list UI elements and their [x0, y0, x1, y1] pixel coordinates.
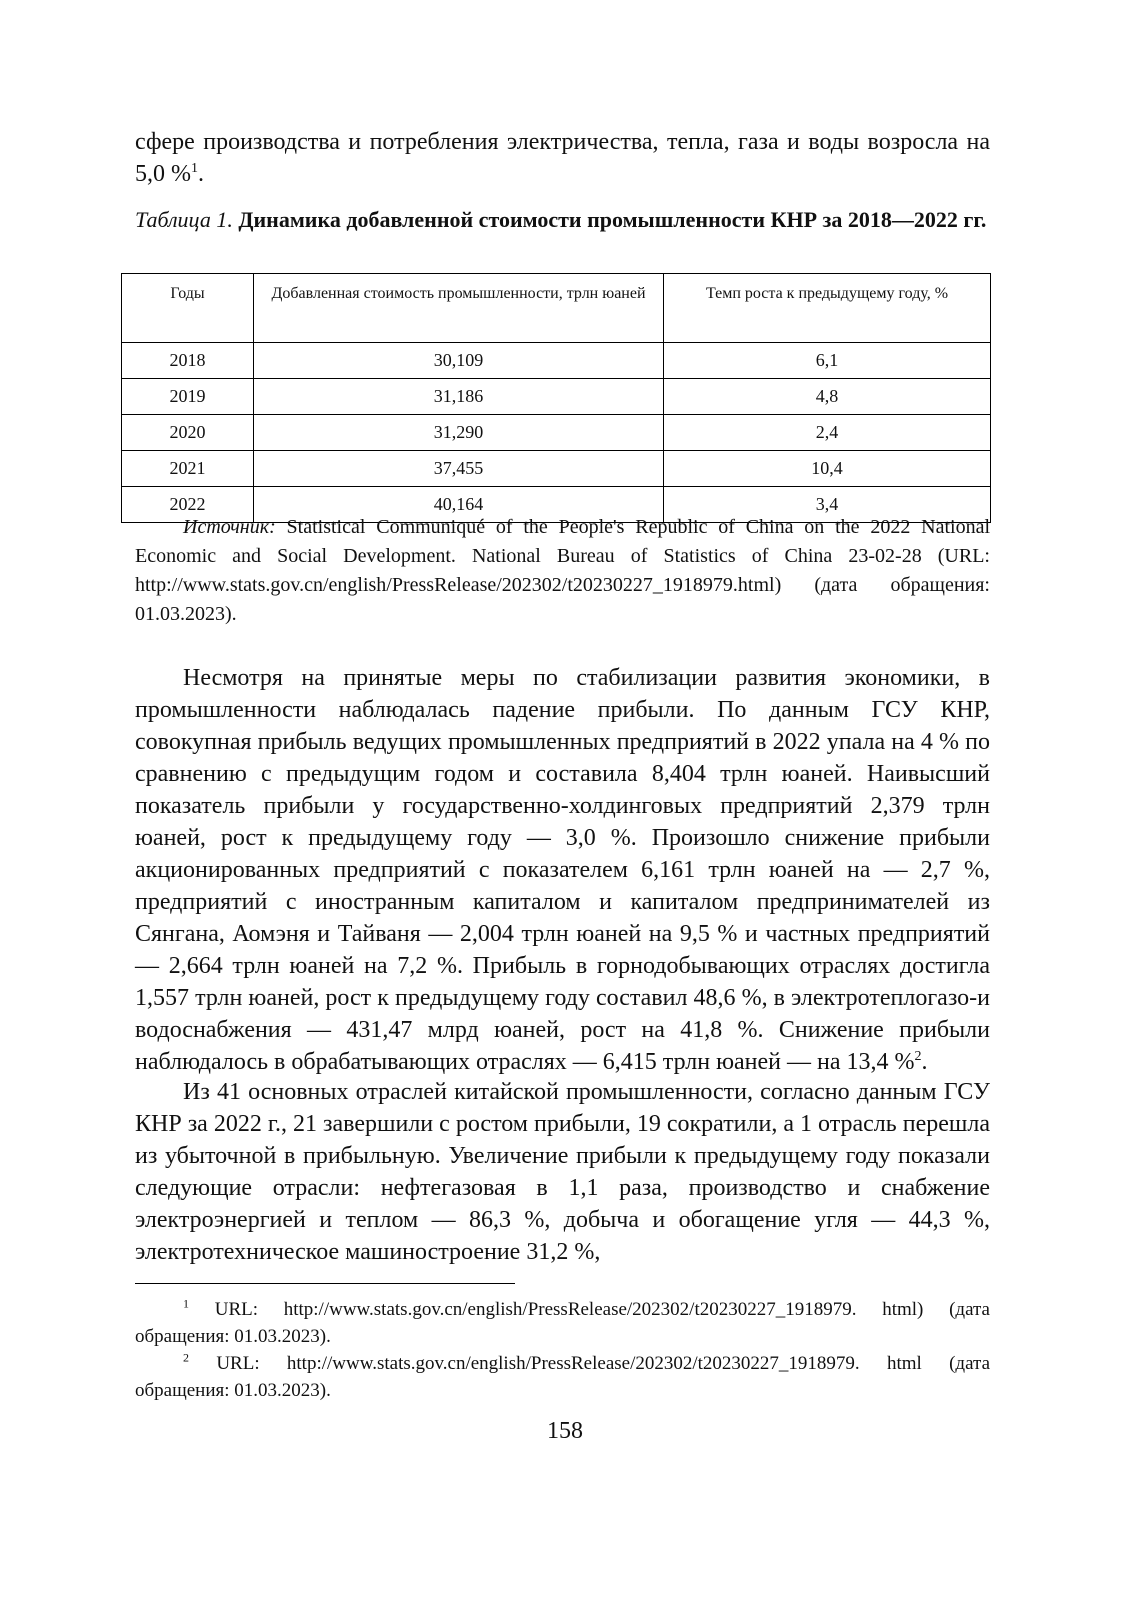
footnote-2: [135, 1350, 990, 1404]
body-paragraph-1: [135, 662, 990, 1078]
table-row: [122, 379, 991, 415]
intro-paragraph: [135, 126, 990, 190]
cell-year: 2022: [122, 487, 254, 523]
footnote-text: URL: http://www.stats.gov.cn/english/PressRelease/202302/t20230227_1918979. html) (дата обращения: 01.03.2023).: [135, 1299, 990, 1347]
footnote-ref-1[interactable]: 1: [191, 161, 198, 176]
body-paragraph-2: Из 41 основных отраслей китайской промышленности, согласно данным ГСУ КНР за 2022 г., 21 завершили с ростом прибыли, 19 сократили, а 1 отрасль перешла из убыточной в прибыльную. Увеличение прибыли к предыдущему году показали следующие отрасли: нефтегазовая в 1,1 раза, производство и снабжение электроэнергией и теплом — 86,3 %, добыча и обогащение угля — 44,3 %, электротехническое машиностроение 31,2 %,: [135, 1079, 990, 1265]
source-note: [135, 513, 990, 629]
cell-year: 2021: [122, 451, 254, 487]
cell-growth: 2,4: [664, 415, 991, 451]
cell-value: 31,290: [254, 415, 664, 451]
header-year: Годы: [122, 274, 254, 343]
table-row: [122, 451, 991, 487]
footnote-number: 1: [183, 1296, 189, 1311]
cell-growth: 4,8: [664, 379, 991, 415]
cell-value: 30,109: [254, 343, 664, 379]
footnotes: [135, 1296, 990, 1404]
cell-growth: 6,1: [664, 343, 991, 379]
footnote-text: URL: http://www.stats.gov.cn/english/PressRelease/202302/t20230227_1918979. html (дата обращения: 01.03.2023).: [135, 1353, 991, 1401]
paragraph-1-text: Несмотря на принятые меры по стабилизации развития экономики, в промышленности наблюдалась падение прибыли. По данным ГСУ КНР, совокупная прибыль ведущих промышленных предприятий в 2022 упала на 4 % по сравнению с предыдущим годом и составила 8,404 трлн юаней. Наивысший показатель прибыли у государственно-холдинговых предприятий 2,379 трлн юаней, рост к предыдущему году — 3,0 %. Произошло снижение прибыли акционированных предприятий с показателем 6,161 трлн юаней на — 2,7 %, предприятий с иностранным капиталом и капиталом предпринимателей из Сянгана, Аомэня и Тайваня — 2,004 трлн юаней на 9,5 % и частных предприятий — 2,664 трлн юаней на 7,2 %. Прибыль в горнодобывающих отраслях достигла 1,557 трлн юаней, рост к предыдущему году составил 48,6 %, в электротеплогазо-и водоснабжения — 431,47 млрд юаней, рост на 41,8 %. Снижение прибыли наблюдалось в обрабатывающих отраслях — 6,415 трлн юаней — на 13,4 %: [135, 665, 990, 1075]
table-header-row: [122, 274, 991, 343]
cell-growth: 10,4: [664, 451, 991, 487]
footnote-1: [135, 1296, 990, 1350]
paragraph-1-end: .: [921, 1049, 928, 1075]
cell-growth: 3,4: [664, 487, 991, 523]
cell-year: 2020: [122, 415, 254, 451]
header-value-added: Добавленная стоимость промышленности, трлн юаней: [254, 274, 664, 343]
footnote-divider: [135, 1283, 515, 1284]
source-text: Statistical Communiqué of the People's Republic of China on the 2022 National Economic and Social Development. National Bureau of Statistics of China 23-02-28 (URL: http://www.stats.gov.cn/english/PressRelease/202302/t20230227_1918979.html) (дата обращения: 01.03.2023).: [135, 516, 991, 625]
data-table: [121, 273, 991, 523]
table-caption-title: Динамика добавленной стоимости промышленности КНР за 2018—2022 гг.: [238, 207, 987, 232]
footnote-number: 2: [183, 1350, 189, 1365]
cell-value: 40,164: [254, 487, 664, 523]
source-label: Источник:: [183, 516, 276, 538]
cell-year: 2019: [122, 379, 254, 415]
header-growth-rate: Темп роста к предыдущему году, %: [664, 274, 991, 343]
intro-text: сфере производства и потребления электричества, тепла, газа и воды возросла на 5,0 %: [135, 129, 990, 187]
page-number: 158: [547, 1418, 583, 1444]
cell-year: 2018: [122, 343, 254, 379]
cell-value: 31,186: [254, 379, 664, 415]
cell-value: 37,455: [254, 451, 664, 487]
table-row: [122, 343, 991, 379]
table-caption: [135, 206, 990, 234]
table-row: [122, 415, 991, 451]
table-caption-label: Таблица 1.: [135, 207, 233, 232]
intro-end: .: [198, 161, 204, 187]
footnote-ref-2[interactable]: 2: [914, 1049, 922, 1064]
